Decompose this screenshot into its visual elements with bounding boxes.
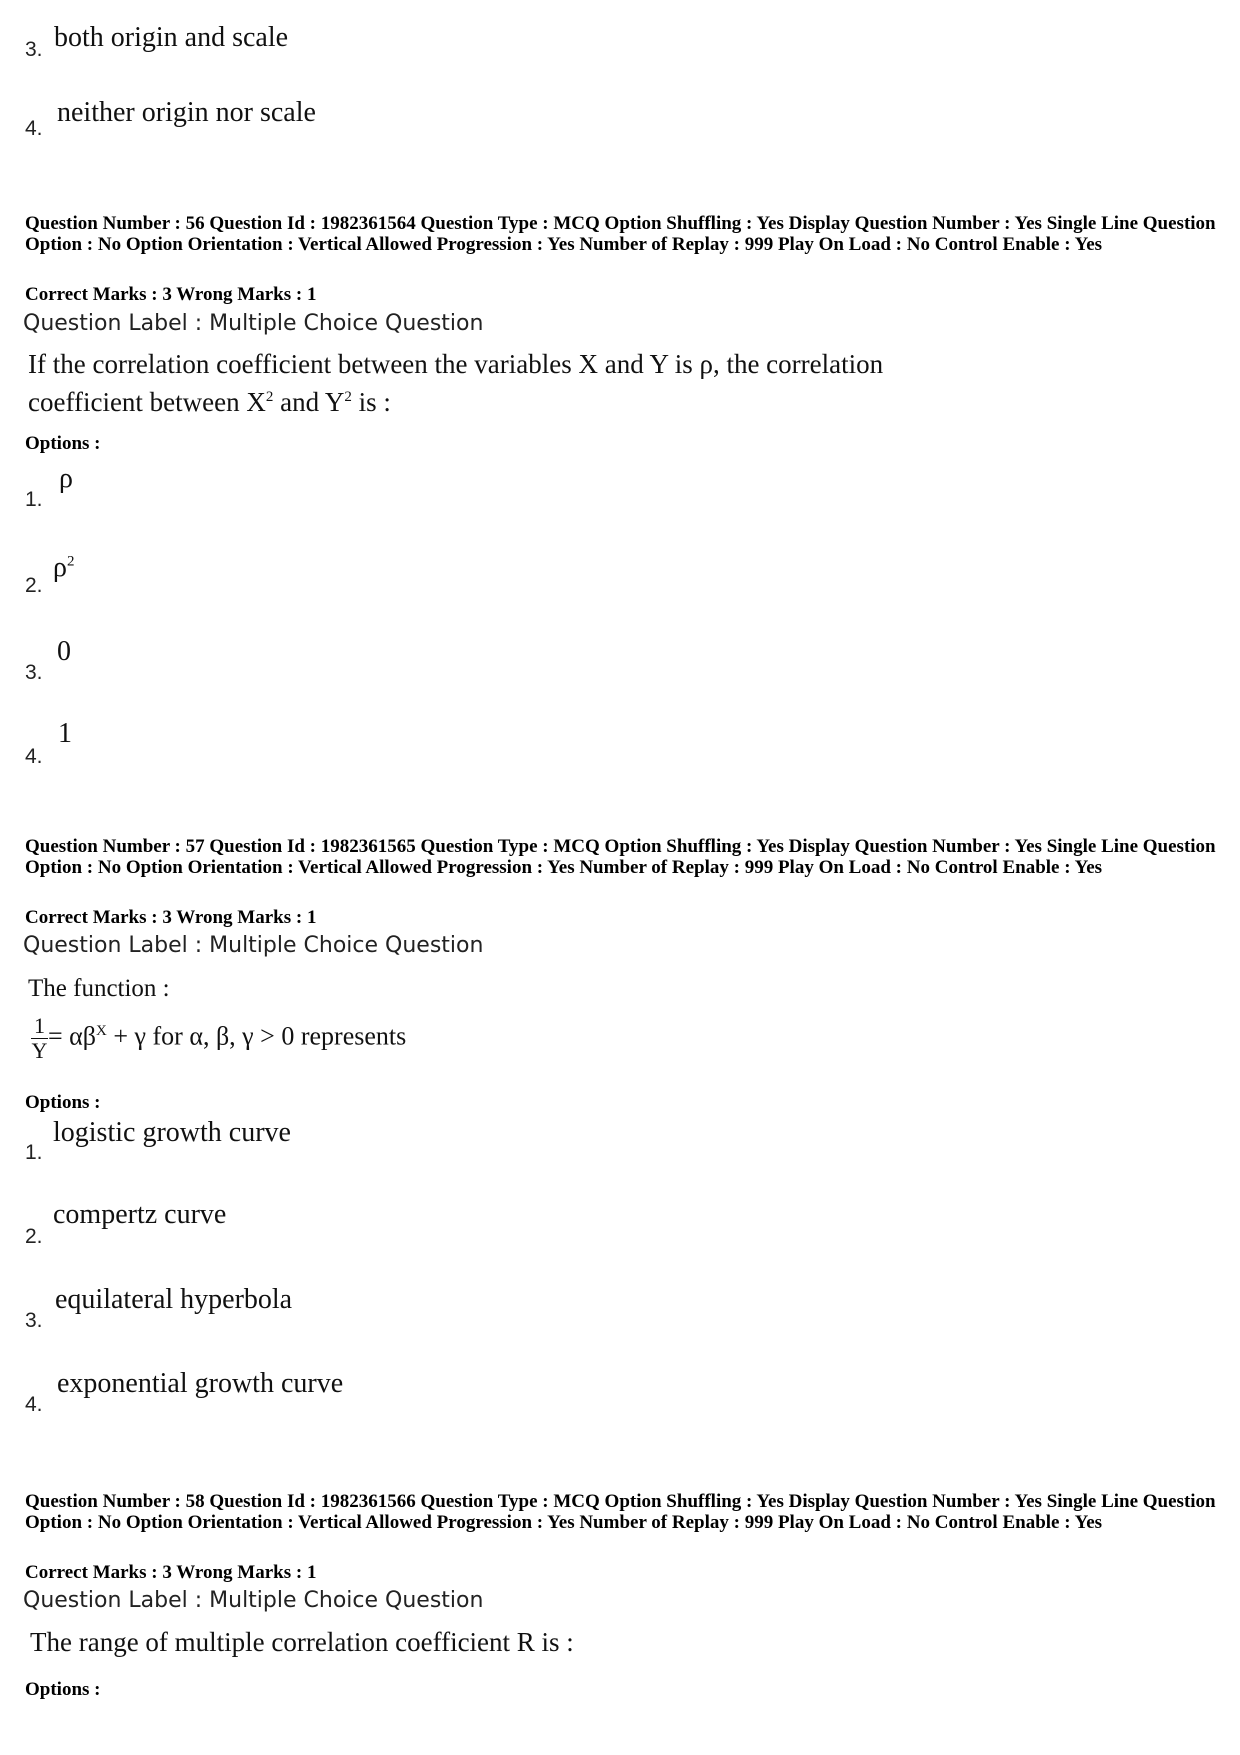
- option-number: 4.: [25, 117, 43, 140]
- question-text: The range of multiple correlation coefficient R is :: [30, 1627, 574, 1657]
- option-text: logistic growth curve: [53, 1117, 291, 1148]
- option-text: 1: [58, 718, 72, 749]
- option-text: neither origin nor scale: [57, 97, 316, 128]
- options-label: Options :: [25, 433, 101, 454]
- option-number: 4.: [25, 1393, 43, 1416]
- question-text-line-2: coefficient between $X^2$ and $Y^2$ is :: [28, 387, 391, 417]
- question-meta: Question Number : 58 Question Id : 1982361566 Question Type : MCQ Option Shuffling : Yes Display Question Number : Yes Single Line Question Option : No Option Orientation : Vertical Allowed Progression : Yes Number of Replay : 999 Play On Load : No Control Enable : Yes: [25, 1491, 1216, 1533]
- question-marks: Correct Marks : 3 Wrong Marks : 1: [25, 1562, 317, 1583]
- question-text: [28, 345, 883, 421]
- option-text: ρ: [59, 463, 73, 494]
- options-label: Options :: [25, 1679, 101, 1700]
- question-marks: Correct Marks : 3 Wrong Marks : 1: [25, 284, 317, 305]
- options-label: Options :: [25, 1092, 101, 1113]
- option-number: 2.: [25, 574, 43, 597]
- option-number: 1.: [25, 488, 43, 511]
- option-text: exponential growth curve: [57, 1368, 344, 1399]
- question-label: Question Label : Multiple Choice Question: [23, 311, 484, 336]
- question-text-line-1: If the correlation coefficient between the variables X and Y is ρ, the correlation: [28, 349, 884, 379]
- option-text: compertz curve: [53, 1199, 227, 1230]
- question-meta: Question Number : 57 Question Id : 1982361565 Question Type : MCQ Option Shuffling : Yes Display Question Number : Yes Single Line Question Option : No Option Orientation : Vertical Allowed Progression : Yes Number of Replay : 999 Play On Load : No Control Enable : Yes: [25, 836, 1216, 878]
- option-text: both origin and scale: [54, 22, 289, 53]
- question-label: Question Label : Multiple Choice Question: [23, 933, 484, 958]
- option-text: equilateral hyperbola: [55, 1284, 293, 1315]
- option-number: 3.: [25, 1309, 43, 1332]
- question-text: The function :: [28, 975, 170, 1002]
- formula-fraction: $\frac{1}{Y}$: [31, 1013, 48, 1063]
- option-number: 3.: [25, 38, 43, 61]
- option-text: $\rho^2$: [53, 552, 75, 583]
- question-label: Question Label : Multiple Choice Question: [23, 1588, 484, 1613]
- option-number: 3.: [25, 661, 43, 684]
- question-marks: Correct Marks : 3 Wrong Marks : 1: [25, 907, 317, 928]
- option-number: 1.: [25, 1141, 43, 1164]
- option-number: 2.: [25, 1225, 43, 1248]
- question-meta: Question Number : 56 Question Id : 1982361564 Question Type : MCQ Option Shuffling : Yes Display Question Number : Yes Single Line Question Option : No Option Orientation : Vertical Allowed Progression : Yes Number of Replay : 999 Play On Load : No Control Enable : Yes: [25, 213, 1216, 255]
- option-number: 4.: [25, 745, 43, 768]
- option-text: 0: [57, 636, 71, 667]
- question-formula: $\frac{1}{Y}$ = $\alpha\beta^X + \gamma$ for α, β, γ > 0 represents: [31, 1013, 407, 1063]
